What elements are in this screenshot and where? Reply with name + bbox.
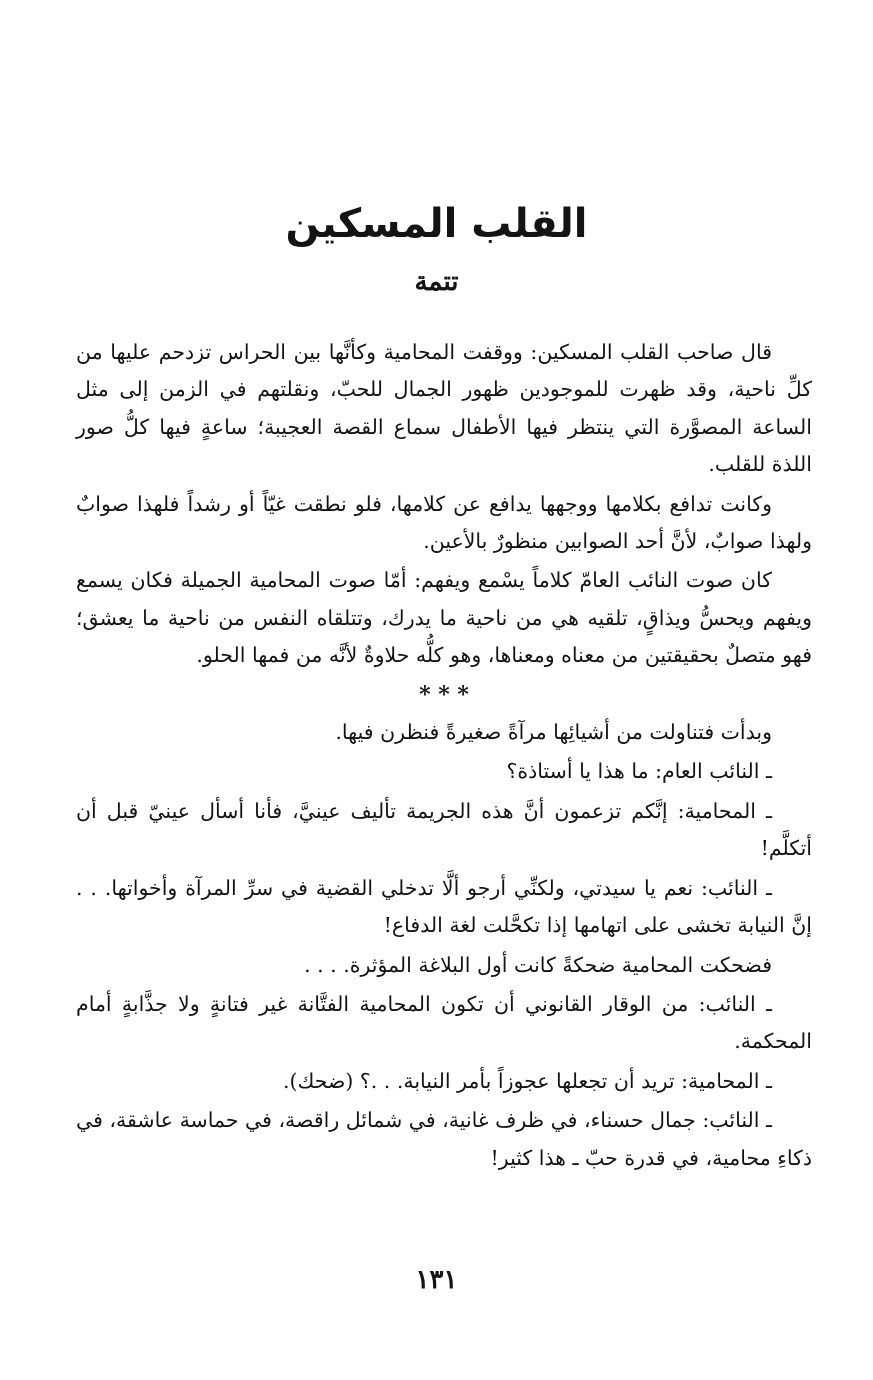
dialogue-line: ـ المحامية: تريد أن تجعلها عجوزاً بأمر النيابة. . .؟ (ضحك). <box>282 1068 772 1093</box>
section-separator: * * * <box>419 681 469 708</box>
dialogue-line: ـ النائب العام: ما هذا يا أستاذة؟ <box>506 759 772 784</box>
paragraph: وكانت تدافع بكلامها ووجهها يدافع عن كلامها، فلو نطقت غيّاً أو رشداً فلهذا صوابٌ ولهذا صوابٌ، لأنَّ أحد الصوابين منظورٌ بالأعين. <box>76 491 812 554</box>
dialogue-line: ـ النائب: من الوقار القانوني أن تكون المحامية الفتَّانة غير فتانةٍ ولا جذَّابةٍ أمام المحكمة. <box>76 991 812 1054</box>
dialogue-line: وبدأت فتناولت من أشيائِها مرآةً صغيرةً فنظرن فيها. <box>335 720 772 745</box>
dialogue-line: ـ النائب: جمال حسناء، في ظرف غانية، في شمائل راقصة، في حماسة عاشقة، في ذكاءِ محامية، في قدرة حبّ ـ هذا كثير! <box>76 1108 812 1170</box>
dialogue-line: فضحكت المحامية ضحكةً كانت أول البلاغة المؤثرة. . . . <box>304 952 772 977</box>
paragraph: كان صوت النائب العامّ كلاماً يسْمع ويفهم: أمّا صوت المحامية الجميلة فكان يسمع ويفهم ويحسُّ ويذاقٍ، تلقيه هي من ناحية ما يدرك، وتتلقاه النفس من ناحية ما يعشق؛ فهو متصلٌ بحقيقتين من معناه ومعناها، وهو كلُّه حلاوةٌ لأنَّه من فمها الحلو. <box>76 568 812 668</box>
paragraph: قال صاحب القلب المسكين: ووقفت المحامية وكأنَّها بين الحراس تزدحم عليها من كلِّ ناحية، وقد ظهرت للموجودين ظهور الجمال للحبّ، ونقلتهم في الزمن إلى مثل الساعة المصوَّرة التي ينتظر فيها الأطفال سماع القصة العجيبة؛ ساعةٍ فيها كلُّ صور اللذة للقلب. <box>76 340 812 477</box>
dialogue-line: ـ النائب: نعم يا سيدتي، ولكنِّي أرجو ألَّا تدخلي القضية في سرِّ المرآة وأخواتها. . . إنَّ النيابة تخشى على اتهامها إذا تكحَّلت لغة الدفاع! <box>76 875 812 938</box>
dialogue-line: ـ المحامية: إنَّكم تزعمون أنَّ هذه الجريمة تأليف عينيَّ، فأنا أسأل عينيّ قبل أن أتكلَّم! <box>76 798 812 861</box>
chapter-subtitle: تتمة <box>414 267 459 297</box>
page-number: ١٣١ <box>415 1265 458 1295</box>
page-body <box>76 334 812 1179</box>
chapter-title: القلب المسكين <box>285 201 588 247</box>
